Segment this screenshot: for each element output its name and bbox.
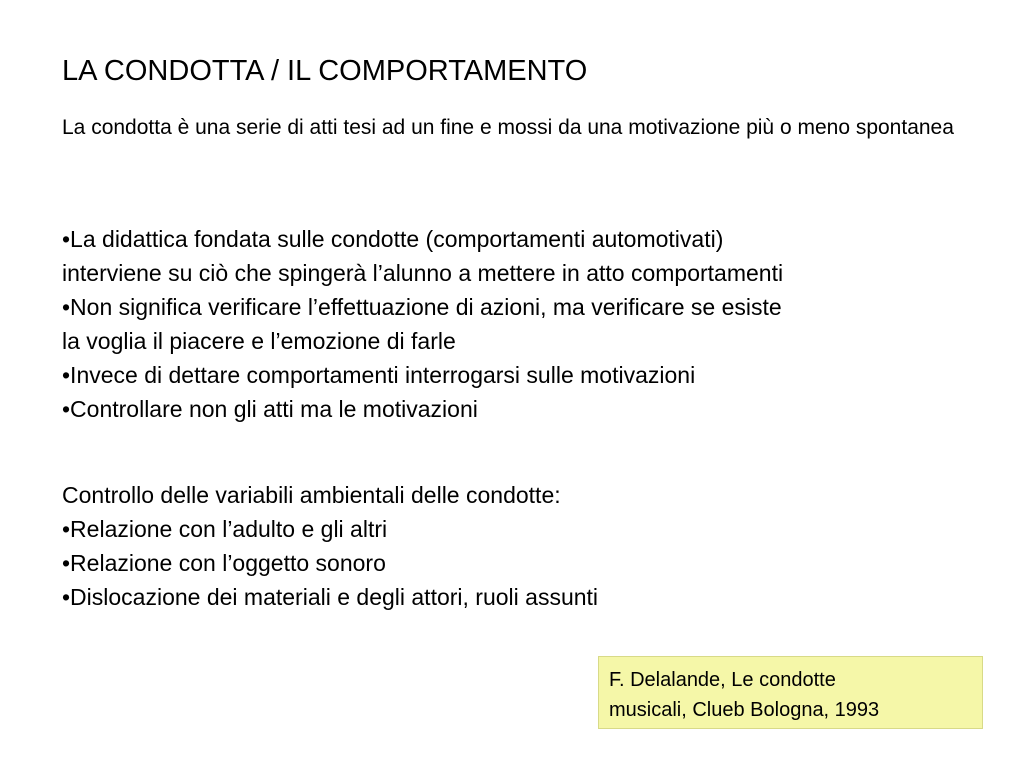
environmental-variables-block — [62, 478, 982, 614]
bullet-line: •Relazione con l’oggetto sonoro — [62, 550, 386, 576]
slide-title: LA CONDOTTA / IL COMPORTAMENTO — [62, 55, 588, 87]
bullet-line: •Controllare non gli atti ma le motivazioni — [62, 396, 478, 422]
bullet-line: •La didattica fondata sulle condotte (comportamenti automotivati) — [62, 226, 724, 252]
reference-line: F. Delalande, Le condotte — [609, 669, 836, 691]
conduct-didactics-block — [62, 222, 982, 426]
bullet-line: interviene su ciò che spingerà l’alunno a mettere in atto comportamenti — [62, 260, 784, 286]
block-heading: Controllo delle variabili ambientali delle condotte: — [62, 482, 561, 508]
bullet-line: •Relazione con l’adulto e gli altri — [62, 516, 388, 542]
bullet-line: la voglia il piacere e l’emozione di farle — [62, 328, 456, 354]
bullet-line: •Non significa verificare l’effettuazione di azioni, ma verificare se esiste — [62, 294, 782, 320]
slide-subtitle: La condotta è una serie di atti tesi ad un fine e mossi da una motivazione più o meno spontanea — [62, 116, 954, 139]
reference-box — [598, 656, 983, 729]
bullet-line: •Invece di dettare comportamenti interrogarsi sulle motivazioni — [62, 362, 696, 388]
bullet-line: •Dislocazione dei materiali e degli attori, ruoli assunti — [62, 584, 599, 610]
reference-line: musicali, Clueb Bologna, 1993 — [609, 699, 880, 721]
